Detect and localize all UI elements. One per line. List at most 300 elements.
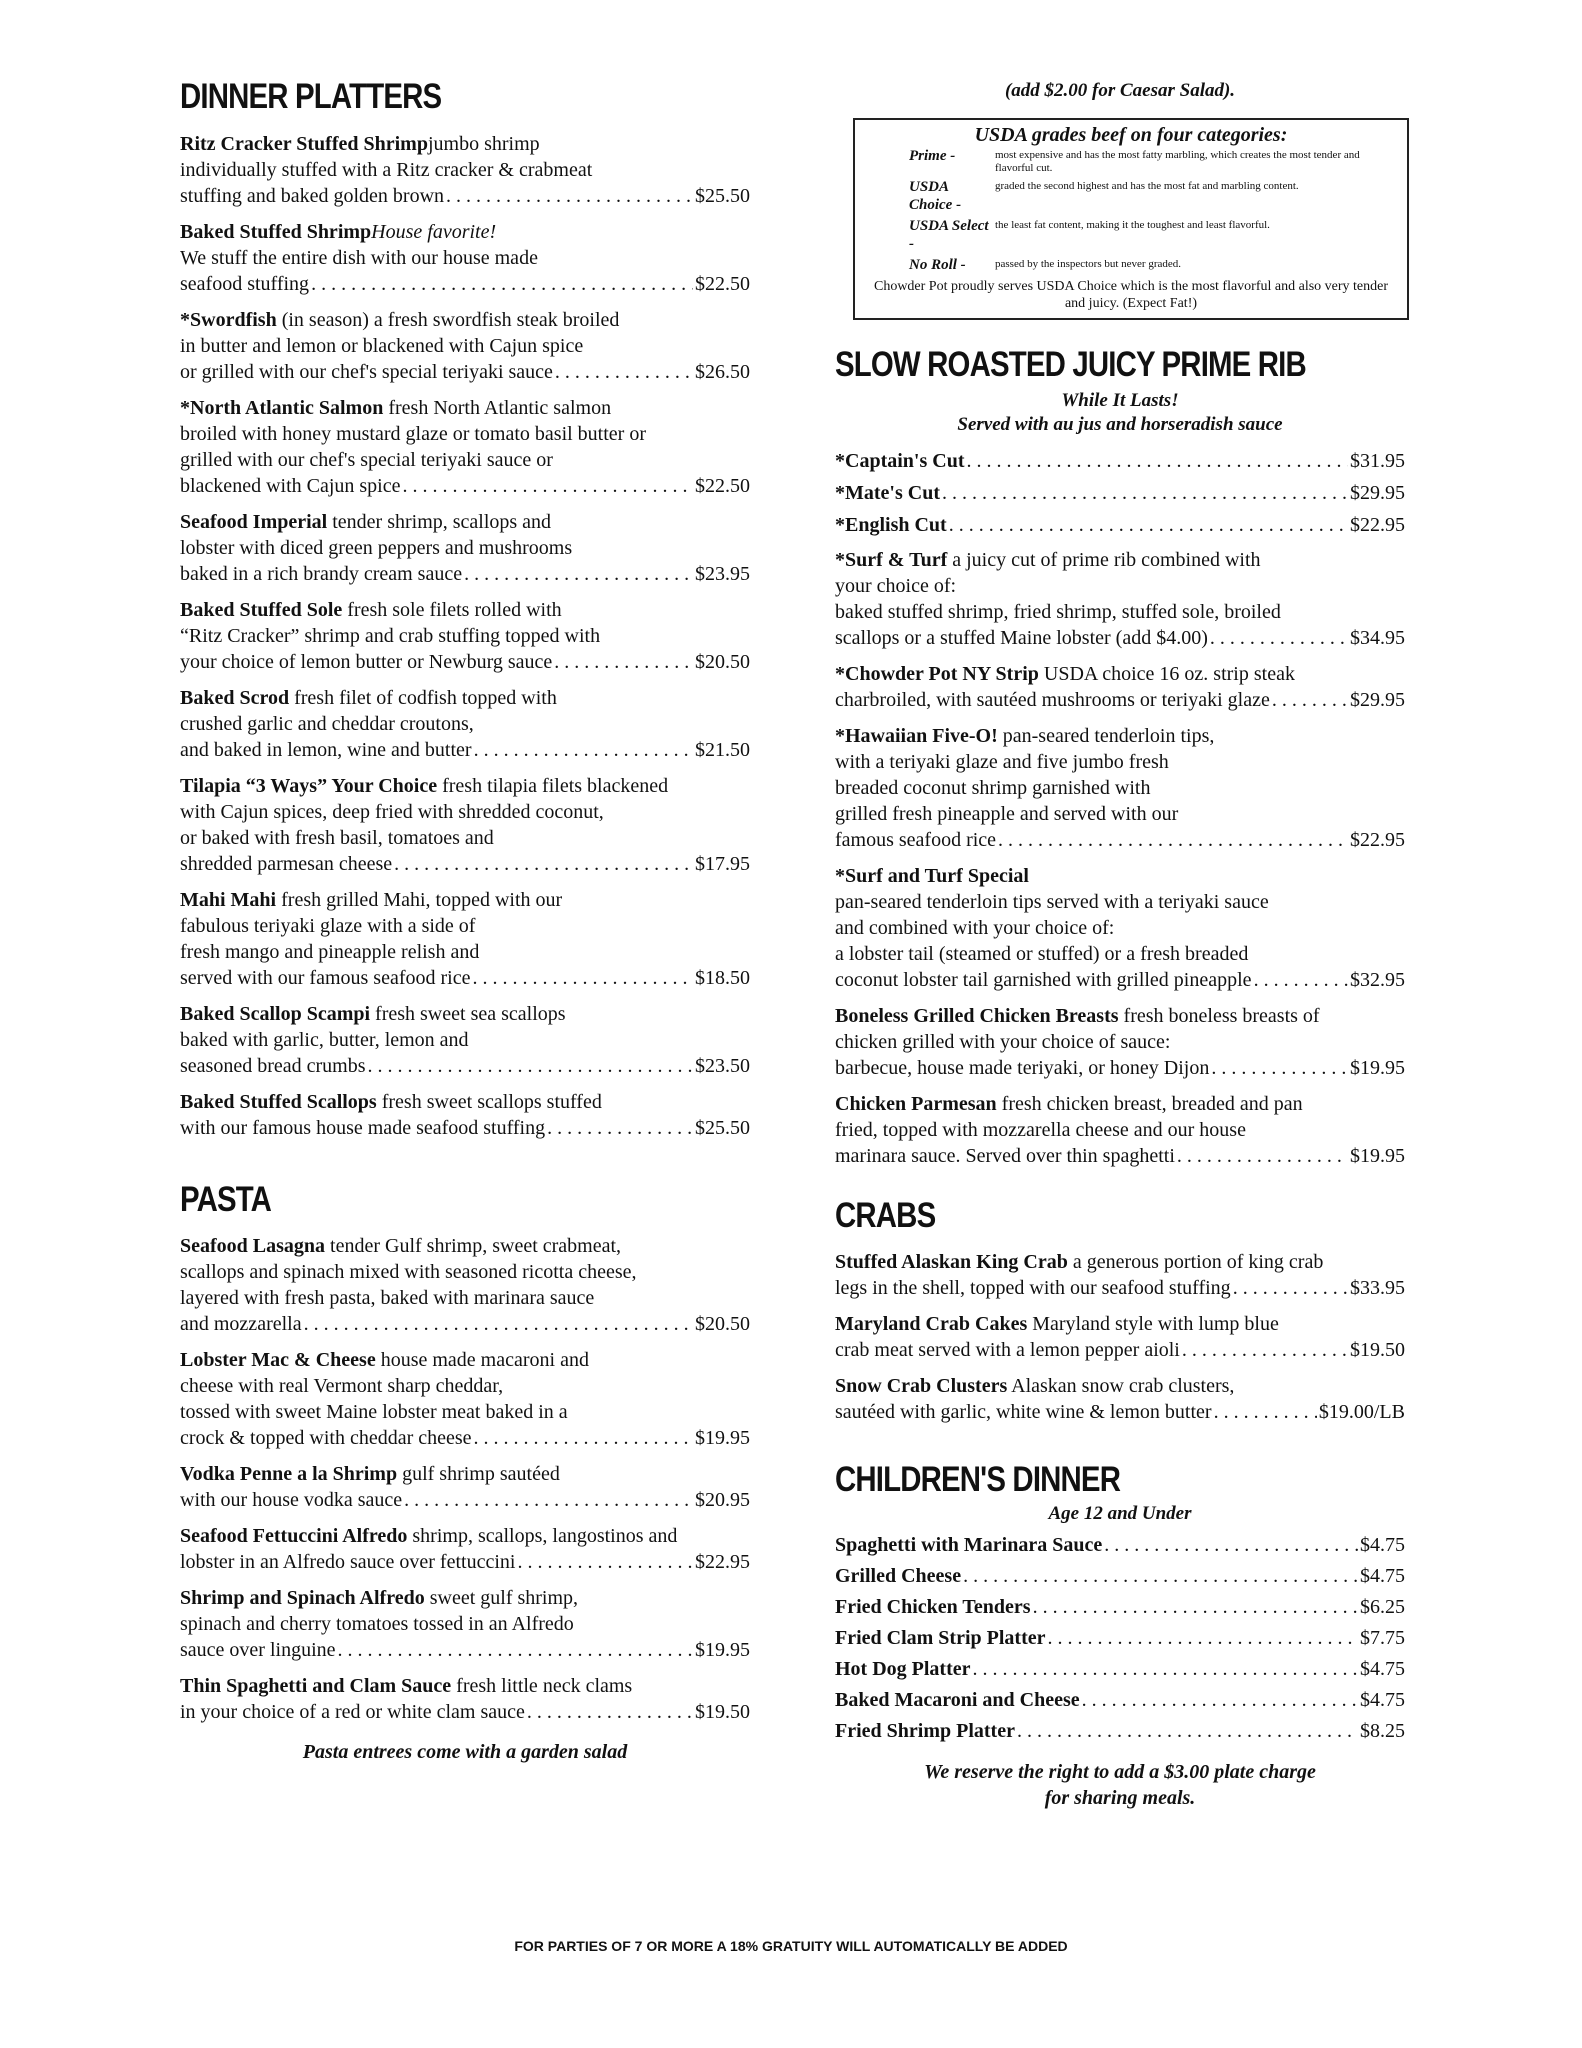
menu-item-description: layered with fresh pasta, baked with marinara sauce [180, 1287, 595, 1309]
usda-grade-name: No Roll - [909, 257, 966, 273]
menu-item-description: in butter and lemon or blackened with Cajun spice [180, 334, 584, 357]
menu-item [180, 1001, 750, 1079]
menu-item-price-line [180, 1425, 750, 1451]
usda-grade-description: most expensive and has the most fatty marbling, which creates the most tender and flavorful cut. [995, 149, 1360, 174]
menu-item-price: $25.50 [695, 1116, 750, 1139]
menu-item [180, 773, 750, 877]
dot-leader [1214, 1399, 1317, 1425]
childrens-item-price: $7.75 [1360, 1626, 1405, 1649]
menu-item [180, 1347, 750, 1451]
dot-leader [304, 1311, 693, 1337]
menu-item-price: $19.95 [1350, 1056, 1405, 1079]
menu-item [835, 661, 1405, 713]
menu-item-name: Shrimp and Spinach Alfredo [180, 1587, 425, 1609]
menu-item-description: fresh mango and pineapple relish and [180, 940, 480, 963]
menu-item-name: Tilapia “3 Ways” Your Choice [180, 774, 438, 797]
menu-item-price-line [180, 1699, 750, 1725]
menu-item [180, 597, 750, 675]
sharing-note-line-2: for sharing meals. [1044, 1786, 1196, 1809]
childrens-item-price: $8.25 [1360, 1719, 1405, 1742]
menu-item-price: $22.95 [1350, 828, 1405, 851]
menu-item-price: $21.50 [695, 738, 750, 761]
sharing-note-line-1: We reserve the right to add a $3.00 plate charge [924, 1760, 1316, 1783]
menu-item-name: *Surf & Turf [835, 548, 948, 571]
menu-item-price-line [180, 1487, 750, 1513]
menu-item-price: $25.50 [695, 184, 750, 207]
gratuity-footer: FOR PARTIES OF 7 OR MORE A 18% GRATUITY WILL AUTOMATICALLY BE ADDED [514, 1938, 1068, 1954]
menu-item-description: spinach and cherry tomatoes tossed in an Alfredo [180, 1613, 574, 1635]
menu-item-description: fresh sweet scallops stuffed [376, 1090, 602, 1113]
menu-item-price-line [835, 967, 1405, 993]
section-title-prime-rib: SLOW ROASTED JUICY PRIME RIB [835, 345, 1306, 384]
childrens-item-price: $4.75 [1360, 1533, 1405, 1556]
dot-leader [1048, 1623, 1359, 1654]
menu-item-description: jumbo shrimp [427, 132, 540, 155]
dot-leader [404, 1487, 693, 1513]
menu-item [180, 307, 750, 385]
dot-leader [1182, 1337, 1348, 1363]
prime-rib-cut-price: $29.95 [1350, 481, 1405, 504]
menu-item-name: Baked Scrod [180, 686, 290, 709]
childrens-item-row [835, 1716, 1405, 1747]
menu-item-description: marinara sauce. Served over thin spaghetti [835, 1144, 1175, 1167]
menu-item-first-line [180, 1001, 750, 1027]
menu-item-description: chicken grilled with your choice of sauce: [835, 1030, 1171, 1053]
menu-item-price: $22.50 [695, 474, 750, 497]
menu-item-description: shredded parmesan cheese [180, 852, 393, 875]
section-title-crabs: CRABS [835, 1195, 936, 1235]
menu-item-description: crushed garlic and cheddar croutons, [180, 712, 474, 735]
prime-rib-cut-name: *Mate's Cut [835, 481, 940, 504]
menu-item-first-line [180, 1233, 750, 1259]
dot-leader [973, 1654, 1358, 1685]
right-column [835, 78, 1405, 1811]
menu-item-first-line [835, 723, 1405, 749]
menu-item-first-line [180, 219, 750, 245]
childrens-subtitle: Age 12 and Under [1048, 1502, 1192, 1524]
dot-leader [998, 827, 1348, 853]
prime-rib-subtitle-2: Served with au jus and horseradish sauce [957, 413, 1283, 435]
menu-item-price-line [835, 1337, 1405, 1363]
prime-rib-cut-row [835, 477, 1405, 509]
left-column [180, 78, 750, 1765]
menu-item-description: barbecue, house made teriyaki, or honey Dijon [835, 1056, 1210, 1079]
menu-item-first-line [835, 1091, 1405, 1117]
dot-leader [1210, 625, 1348, 651]
menu-item-description: lobster in an Alfredo sauce over fettuccini [180, 1551, 516, 1573]
dot-leader [527, 1699, 693, 1725]
childrens-list [835, 1530, 1405, 1747]
dot-leader [403, 473, 694, 499]
menu-item [835, 547, 1405, 651]
menu-item [180, 1585, 750, 1663]
menu-item-first-line [180, 685, 750, 711]
usda-grade-row [867, 147, 1395, 175]
menu-item-price-line [835, 625, 1405, 651]
dot-leader [474, 737, 693, 763]
menu-item-price: $23.50 [695, 1054, 750, 1077]
menu-item-description: with our famous house made seafood stuffing [180, 1116, 546, 1139]
menu-item-first-line [180, 307, 750, 333]
menu-item-description: fresh sweet sea scallops [370, 1002, 566, 1025]
usda-grade-row [867, 178, 1395, 214]
menu-item-first-line [180, 509, 750, 535]
menu-item-first-line [835, 1311, 1405, 1337]
menu-item-price-line [180, 271, 750, 297]
menu-item-first-line [180, 1585, 750, 1611]
menu-item-first-line [180, 1673, 750, 1699]
menu-item-name: Mahi Mahi [180, 888, 277, 911]
crabs-list [835, 1249, 1405, 1425]
menu-item-first-line [180, 1089, 750, 1115]
menu-item [180, 685, 750, 763]
dot-leader [555, 359, 693, 385]
menu-item-description: charbroiled, with sautéed mushrooms or teriyaki glaze [835, 688, 1270, 711]
menu-item-description: served with our famous seafood rice [180, 966, 471, 989]
menu-item-first-line [180, 1461, 750, 1487]
menu-item-description: stuffing and baked golden brown [180, 184, 445, 207]
menu-item-price-line [180, 473, 750, 499]
usda-grade-name: Prime - [909, 148, 956, 164]
menu-item [180, 1461, 750, 1513]
prime-rib-cut-price: $22.95 [1350, 513, 1405, 536]
menu-item-name: *Hawaiian Five-O! [835, 724, 998, 747]
menu-item-description: baked in a rich brandy cream sauce [180, 562, 463, 585]
menu-item-price: $26.50 [695, 360, 750, 383]
menu-item-description: cheese with real Vermont sharp cheddar, [180, 1375, 504, 1397]
menu-item-name: Baked Stuffed Sole [180, 598, 343, 621]
menu-item-description: a generous portion of king crab [1067, 1251, 1324, 1273]
menu-item-price: $20.50 [695, 1313, 750, 1335]
menu-item-name: Seafood Imperial [180, 510, 328, 533]
menu-item-name: Vodka Penne a la Shrimp [180, 1463, 398, 1485]
childrens-item-row [835, 1592, 1405, 1623]
menu-item-first-line [835, 1003, 1405, 1029]
dot-leader [1254, 967, 1348, 993]
section-title-pasta: PASTA [180, 1179, 272, 1219]
dot-leader [1272, 687, 1348, 713]
usda-box-footer: Chowder Pot proudly serves USDA Choice which is the most flavorful and also very tender and juicy. (Expect Fat!) [873, 279, 1389, 311]
menu-item-price-line [835, 827, 1405, 853]
menu-item-description: fresh little neck clams [451, 1675, 633, 1697]
dot-leader [554, 649, 693, 675]
menu-item-description: sauce over linguine [180, 1639, 336, 1661]
menu-item-description: fabulous teriyaki glaze with a side of [180, 914, 476, 937]
menu-item-name: Stuffed Alaskan King Crab [835, 1251, 1068, 1273]
dot-leader [1177, 1143, 1348, 1169]
dot-leader [963, 1561, 1358, 1592]
menu-item-price: $19.95 [695, 1427, 750, 1449]
menu-item-description: your choice of: [835, 574, 957, 597]
menu-item-description: tender Gulf shrimp, sweet crabmeat, [325, 1235, 622, 1257]
menu-item [180, 1523, 750, 1575]
menu-item-description: baked stuffed shrimp, fried shrimp, stuffed sole, broiled [835, 600, 1281, 623]
menu-item-description: tossed with sweet Maine lobster meat baked in a [180, 1401, 568, 1423]
menu-item [180, 219, 750, 297]
menu-item-description: baked with garlic, butter, lemon and [180, 1028, 469, 1051]
usda-box-title: USDA grades beef on four categories: [974, 124, 1288, 146]
dot-leader [1211, 1055, 1348, 1081]
menu-item-price-line [835, 1399, 1405, 1425]
menu-item-name: Baked Scallop Scampi [180, 1002, 371, 1025]
menu-item-description: grilled fresh pineapple and served with our [835, 802, 1179, 825]
menu-item [835, 1311, 1405, 1363]
menu-item-description: pan-seared tenderloin tips, [997, 724, 1215, 747]
usda-grade-row [867, 217, 1395, 253]
menu-item-name: Maryland Crab Cakes [835, 1313, 1028, 1335]
menu-item-price-line [180, 851, 750, 877]
childrens-item-price: $4.75 [1360, 1688, 1405, 1711]
menu-item-description: shrimp, scallops, langostinos and [407, 1525, 678, 1547]
childrens-item-price: $6.25 [1360, 1595, 1405, 1618]
menu-item-first-line [835, 1373, 1405, 1399]
dot-leader [338, 1637, 694, 1663]
menu-item-description: in your choice of a red or white clam sauce [180, 1701, 525, 1723]
menu-item-name: Thin Spaghetti and Clam Sauce [180, 1675, 452, 1697]
menu-item-name: Baked Stuffed Scallops [180, 1090, 377, 1113]
menu-item-price-line [180, 1549, 750, 1575]
menu-item-description: (in season) a fresh swordfish steak broiled [276, 308, 620, 331]
menu-item-description: a lobster tail (steamed or stuffed) or a fresh breaded [835, 942, 1249, 965]
menu-item-description: coconut lobster tail garnished with grilled pineapple [835, 968, 1252, 991]
menu-item-name: Chicken Parmesan [835, 1092, 997, 1115]
menu-item-first-line [835, 863, 1405, 889]
usda-grade-description: passed by the inspectors but never graded. [995, 258, 1182, 270]
menu-item-description: gulf shrimp sautéed [397, 1463, 560, 1485]
menu-item-description: fresh North Atlantic salmon [383, 396, 612, 419]
menu-item-price: $19.50 [1350, 1339, 1405, 1361]
menu-item-first-line [835, 547, 1405, 573]
menu-item-name: *Swordfish [180, 308, 277, 331]
menu-item-price: $29.95 [1350, 688, 1405, 711]
childrens-item-name: Fried Clam Strip Platter [835, 1626, 1046, 1649]
childrens-item-row [835, 1654, 1405, 1685]
menu-item-description: with a teriyaki glaze and five jumbo fresh [835, 750, 1169, 773]
menu-item [835, 1373, 1405, 1425]
childrens-item-name: Fried Shrimp Platter [835, 1719, 1015, 1742]
menu-item-description: tender shrimp, scallops and [327, 510, 552, 533]
menu-item-first-line [180, 773, 750, 799]
menu-item-description: and baked in lemon, wine and butter [180, 738, 472, 761]
dot-leader [517, 1549, 693, 1575]
prime-rib-cut-row [835, 509, 1405, 541]
menu-item-first-line [180, 1347, 750, 1373]
usda-grades-list [867, 147, 1395, 274]
menu-item [180, 1089, 750, 1141]
menu-item-price-line [180, 359, 750, 385]
menu-item [835, 1091, 1405, 1169]
menu-item-description: breaded coconut shrimp garnished with [835, 776, 1151, 799]
menu-item-description: fresh grilled Mahi, topped with our [276, 888, 563, 911]
usda-grade-row [867, 256, 1395, 274]
menu-item-description: a juicy cut of prime rib combined with [947, 548, 1261, 571]
menu-item-description: crab meat served with a lemon pepper aioli [835, 1339, 1180, 1361]
menu-item-description: Maryland style with lump blue [1027, 1313, 1279, 1335]
menu-item [180, 509, 750, 587]
childrens-item-name: Baked Macaroni and Cheese [835, 1688, 1080, 1711]
menu-item-description: your choice of lemon butter or Newburg sauce [180, 650, 553, 673]
dot-leader [394, 851, 693, 877]
menu-item-price-line [180, 649, 750, 675]
menu-item-name: Snow Crab Clusters [835, 1375, 1008, 1397]
menu-item-price: $18.50 [695, 966, 750, 989]
childrens-item-row [835, 1561, 1405, 1592]
childrens-item-row [835, 1685, 1405, 1716]
menu-item-description: fresh chicken breast, breaded and pan [996, 1092, 1303, 1115]
childrens-item-price: $4.75 [1360, 1564, 1405, 1587]
pasta-note: Pasta entrees come with a garden salad [302, 1741, 628, 1763]
menu-item-description: with our house vodka sauce [180, 1489, 403, 1511]
menu-item-price-line [835, 1143, 1405, 1169]
menu-item-price-line [180, 965, 750, 991]
menu-item-price-line [835, 687, 1405, 713]
menu-item-price-line [180, 1637, 750, 1663]
menu-item [835, 863, 1405, 993]
usda-grade-name: USDA Choice - [909, 179, 962, 213]
childrens-item-name: Fried Chicken Tenders [835, 1595, 1031, 1618]
menu-item-price: $32.95 [1350, 968, 1405, 991]
menu-item-description: scallops and spinach mixed with seasoned ricotta cheese, [180, 1261, 637, 1283]
menu-item-price: $19.50 [695, 1701, 750, 1723]
menu-item-name: Ritz Cracker Stuffed Shrimp [180, 132, 428, 155]
childrens-item-name: Spaghetti with Marinara Sauce [835, 1533, 1103, 1556]
menu-item-first-line [835, 661, 1405, 687]
menu-item-description: with Cajun spices, deep fried with shredded coconut, [180, 800, 604, 823]
menu-item-price-line [180, 1053, 750, 1079]
menu-item-name: *Surf and Turf Special [835, 864, 1029, 887]
dot-leader [949, 509, 1348, 541]
menu-item-description: We stuff the entire dish with our house made [180, 246, 538, 269]
prime-rib-cuts-list [835, 445, 1405, 541]
menu-item-first-line [180, 1523, 750, 1549]
menu-item-price: $19.00/LB [1318, 1401, 1405, 1423]
menu-item-first-line [180, 887, 750, 913]
menu-item [180, 1233, 750, 1337]
menu-item-description: House favorite! [371, 220, 497, 243]
prime-rib-cut-name: *Captain's Cut [835, 449, 965, 472]
menu-item-price-line [180, 1311, 750, 1337]
menu-item-price: $20.95 [695, 1489, 750, 1511]
section-title-dinner-platters: DINNER PLATTERS [180, 77, 442, 116]
menu-item-name: Seafood Fettuccini Alfredo [180, 1525, 408, 1547]
menu-item-description: fresh tilapia filets blackened [437, 774, 669, 797]
prime-rib-subtitle-1: While It Lasts! [1061, 389, 1179, 411]
menu-item-description: or grilled with our chef's special teriyaki sauce [180, 360, 553, 383]
menu-item-price: $17.95 [695, 852, 750, 875]
menu-item-description: and mozzarella [180, 1313, 302, 1335]
menu-item-description: scallops or a stuffed Maine lobster (add $4.00) [835, 626, 1208, 649]
menu-item-price-line [180, 737, 750, 763]
dot-leader [1233, 1275, 1348, 1301]
menu-item-description: pan-seared tenderloin tips served with a teriyaki sauce [835, 890, 1269, 913]
usda-grades-box [853, 118, 1409, 320]
dot-leader [464, 561, 693, 587]
dot-leader [1104, 1530, 1358, 1561]
menu-item-description: sweet gulf shrimp, [424, 1587, 579, 1609]
menu-item-price: $19.95 [695, 1639, 750, 1661]
menu-item-description: fresh filet of codfish topped with [289, 686, 557, 709]
menu-item-description: blackened with Cajun spice [180, 474, 401, 497]
dot-leader [446, 183, 693, 209]
menu-item-price: $22.50 [695, 272, 750, 295]
dot-leader [1082, 1685, 1358, 1716]
menu-item-name: Seafood Lasagna [180, 1235, 326, 1257]
caesar-note: (add $2.00 for Caesar Salad). [1004, 80, 1236, 101]
menu-item-description: individually stuffed with a Ritz cracker & crabmeat [180, 158, 593, 181]
childrens-item-row [835, 1530, 1405, 1561]
childrens-item-row [835, 1623, 1405, 1654]
menu-item-description: USDA choice 16 oz. strip steak [1038, 662, 1295, 685]
dot-leader [1033, 1592, 1358, 1623]
usda-grade-name: USDA Select - [909, 218, 989, 252]
menu-item-price: $33.95 [1350, 1277, 1405, 1299]
menu-item-name: Boneless Grilled Chicken Breasts [835, 1004, 1119, 1027]
menu-item-description: fresh sole filets rolled with [342, 598, 562, 621]
usda-grade-description: graded the second highest and has the most fat and marbling content. [995, 180, 1299, 192]
dot-leader [547, 1115, 693, 1141]
menu-item-price: $34.95 [1350, 626, 1405, 649]
menu-item [180, 131, 750, 209]
menu-item [835, 1249, 1405, 1301]
menu-item [180, 395, 750, 499]
menu-item-description: house made macaroni and [375, 1349, 589, 1371]
prime-rib-cut-price: $31.95 [1350, 449, 1405, 472]
menu-item [180, 1673, 750, 1725]
menu-item-price-line [180, 561, 750, 587]
dot-leader [966, 445, 1348, 477]
dot-leader [942, 477, 1348, 509]
menu-item [180, 887, 750, 991]
menu-item-description: fried, topped with mozzarella cheese and our house [835, 1118, 1246, 1141]
menu-item-description: seasoned bread crumbs [180, 1054, 366, 1077]
menu-item-description: sautéed with garlic, white wine & lemon butter [835, 1401, 1212, 1423]
menu-item-price: $19.95 [1350, 1144, 1405, 1167]
dot-leader [472, 965, 693, 991]
menu-item-description: fresh boneless breasts of [1118, 1004, 1320, 1027]
menu-item-description: Alaskan snow crab clusters, [1007, 1375, 1235, 1397]
menu-item-price-line [835, 1055, 1405, 1081]
menu-item-first-line [180, 597, 750, 623]
dot-leader [311, 271, 693, 297]
pasta-list [180, 1233, 750, 1725]
childrens-item-name: Grilled Cheese [835, 1564, 962, 1587]
menu-item-name: Lobster Mac & Cheese [180, 1349, 376, 1371]
childrens-item-price: $4.75 [1360, 1657, 1405, 1680]
menu-item-description: legs in the shell, topped with our seafood stuffing [835, 1277, 1231, 1299]
childrens-item-name: Hot Dog Platter [835, 1657, 971, 1680]
menu-item-price-line [180, 183, 750, 209]
menu-item-first-line [835, 1249, 1405, 1275]
dot-leader [1017, 1716, 1358, 1747]
prime-rib-cut-name: *English Cut [835, 513, 947, 536]
menu-item-description: lobster with diced green peppers and mushrooms [180, 536, 573, 559]
menu-item-description: “Ritz Cracker” shrimp and crab stuffing topped with [180, 624, 601, 647]
menu-item-description: and combined with your choice of: [835, 916, 1115, 939]
dinner-platters-list [180, 131, 750, 1141]
menu-item-description: famous seafood rice [835, 828, 997, 851]
menu-item-description: or baked with fresh basil, tomatoes and [180, 826, 494, 849]
prime-rib-cut-row [835, 445, 1405, 477]
menu-item-first-line [180, 395, 750, 421]
menu-item-price: $22.95 [695, 1551, 750, 1573]
section-title-childrens-dinner: CHILDREN'S DINNER [835, 1460, 1121, 1499]
menu-item-price-line [835, 1275, 1405, 1301]
menu-item-price: $20.50 [695, 650, 750, 673]
prime-rib-items-list [835, 547, 1405, 1169]
menu-item [835, 723, 1405, 853]
menu-item-name: *North Atlantic Salmon [180, 396, 384, 419]
menu-item-description: broiled with honey mustard glaze or tomato basil butter or [180, 422, 646, 445]
